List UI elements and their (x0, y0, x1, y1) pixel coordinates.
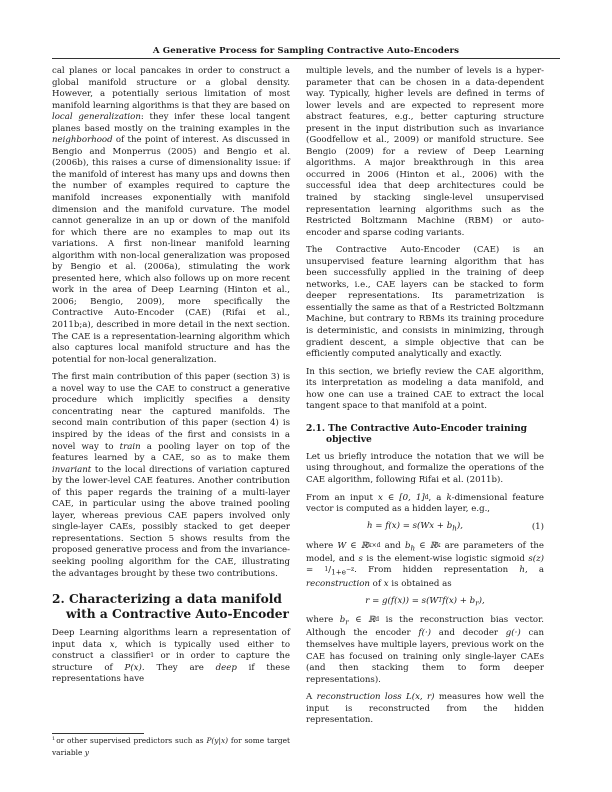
paragraph-contributions: The first main contribution of this paper (section 3) is a novel way to use the CAE to construct a generative procedure which implicitly specifies a density concentrating near the captured manifolds. The second main contribution of this paper (section 4) is inspired by the ideas of the first and consists in a novel way to train a pooling layer on top of the features learned by a CAE, so as to make them invariant to the local directions of variation captured by the lower-level CAE features. Another contribution of this paper regards the training of a multi-layer CAE, in particular using the above trained pooling layer, whereas previous CAE papers involved only single-layer CAEs, possibly stacked to get deeper representations. Section 5 shows results from the proposed generative process and from the invariance-seeking pooling algorithm for the CAE, illustrating the advantages brought by these two contributions. (52, 372, 290, 579)
equation-number: (1) (531, 522, 544, 533)
paragraph-parameters: where W ∈ ℝ$^{k\times d}$ and $b_h$ ∈ ℝ$^k$ are parameters of the model, and s is the element-wise logistic sigmoid $s(z) = ^1/_{1+e}^{-z}$. From hidden representation h, a reconstruction of x is obtained as (306, 540, 545, 589)
paragraph-reconstruction-bias: where $b_r$ ∈ ℝ$^d$ is the reconstruction bias vector. Although the encoder f(·) and decoder g(·) can themselves have multiple layers, previous work on the CAE has focused on training only single-layer CAEs (and then stacking them to form deeper representations). (306, 615, 544, 685)
header-rule (52, 58, 560, 59)
footnote-marker: 1 (150, 652, 155, 660)
paragraph-multiple-levels: multiple levels, and the number of levels is a hyper-parameter that can be chosen in a data-dependent way. Typically, higher levels are defined in terms of lower levels and are expected to represent more abstract features, e.g., better capturing structure present in the input distribution such as invariance (Goodfellow et al., 2009) or manifold structure. See Bengio (2009) for a review of Deep Learning algorithms. A major breakthrough in this area occurred in 2006 (Hinton et al., 2006) with the successful idea that deep architectures could be trained by stacking single-level unsupervised representation learning algorithms such as the Restricted Boltzmann Machine (RBM) or auto-encoder and sparse coding variants. (306, 66, 544, 238)
paragraph-notation: Let us briefly introduce the notation that we will be using throughout, and formalize the operations of the CAE algorithm, following Rifai et al. (2011b). (306, 451, 544, 485)
paragraph-reconstruction-loss: A reconstruction loss L(x, r) measures how well the input is reconstructed from the hidden representation. (306, 692, 544, 726)
equation-2: $r = g(f(x)) = s(W^Tf(x) + b_r)$, (365, 596, 485, 608)
section-2-heading: 2. Characterizing a data manifold with a Contractive Auto-Encoder (52, 592, 289, 621)
left-column (52, 66, 290, 692)
equation-1: $h = f(x) = s(Wx + b_h)$, (1) (367, 521, 544, 534)
right-column (306, 66, 544, 733)
paragraph-manifold-learning: cal planes or local pancakes in order to construct a global manifold structure or a global density. However, a potentially serious limitation of most manifold learning algorithms is that they are based on local generalization: they infer these local tangent planes based mostly on the training examples in the neighborhood of the point of interest. As discussed in Bengio and Monperrus (2005) and Bengio et al. (2006b), this raises a curse of dimensionality issue: if the manifold of interest has many ups and downs then the number of examples required to capture the manifold increases exponentially with manifold dimension and the manifold curvature. The model cannot generalize in an up or down of the manifold for which there are no examples to map out its variations. A first non-linear manifold learning algorithm with non-local generalization was proposed by Bengio et al. (2006a), stimulating the work presented here, which also follows up on more recent work in the area of Deep Learning (Hinton et al., 2006; Bengio, 2009), more specifically the Contractive Auto-Encoder (CAE) (Rifai et al., 2011b;a), described in more detail in the next section. The CAE is a representation-learning algorithm which also captures local manifold structure and has the potential for non-local generalization. (52, 66, 290, 365)
footnote: $^1$or other supervised predictors such as P(y|x) for some target variable y (52, 736, 291, 757)
paragraph-section-overview: In this section, we briefly review the CAE algorithm, its interpretation as modeling a data manifold, and how one can use a trained CAE to extract the local tangent space to that manifold at a point. (306, 366, 544, 412)
paragraph-deep-learning: Deep Learning algorithms learn a representation of input data x, which is typically used either to construct a classifier$^1$ or in order to capture the structure of P(x). They are deep if these representations have (52, 628, 290, 685)
paragraph-cae-intro: The Contractive Auto-Encoder (CAE) is an unsupervised feature learning algorithm that has been successfully applied in the training of deep networks, i.e., CAE layers can be stacked to form deeper representations. Its parametrization is essentially the same as that of a Restricted Boltzmann Machine, but contrary to RBMs its training procedure is deterministic, and consists in minimizing, through gradient descent, a simple objective that can be efficiently computed analytically and exactly. (306, 245, 544, 360)
footnote-rule (52, 733, 144, 734)
paragraph-input-definition: From an input x ∈ [0, 1]$^d$, a k-dimensional feature vector is computed as a hidden layer, e.g., (306, 492, 544, 515)
subsection-2-1-heading: 2.1. The Contractive Auto-Encoder training objective (306, 422, 528, 446)
running-header: A Generative Process for Sampling Contractive Auto-Encoders (152, 46, 460, 56)
